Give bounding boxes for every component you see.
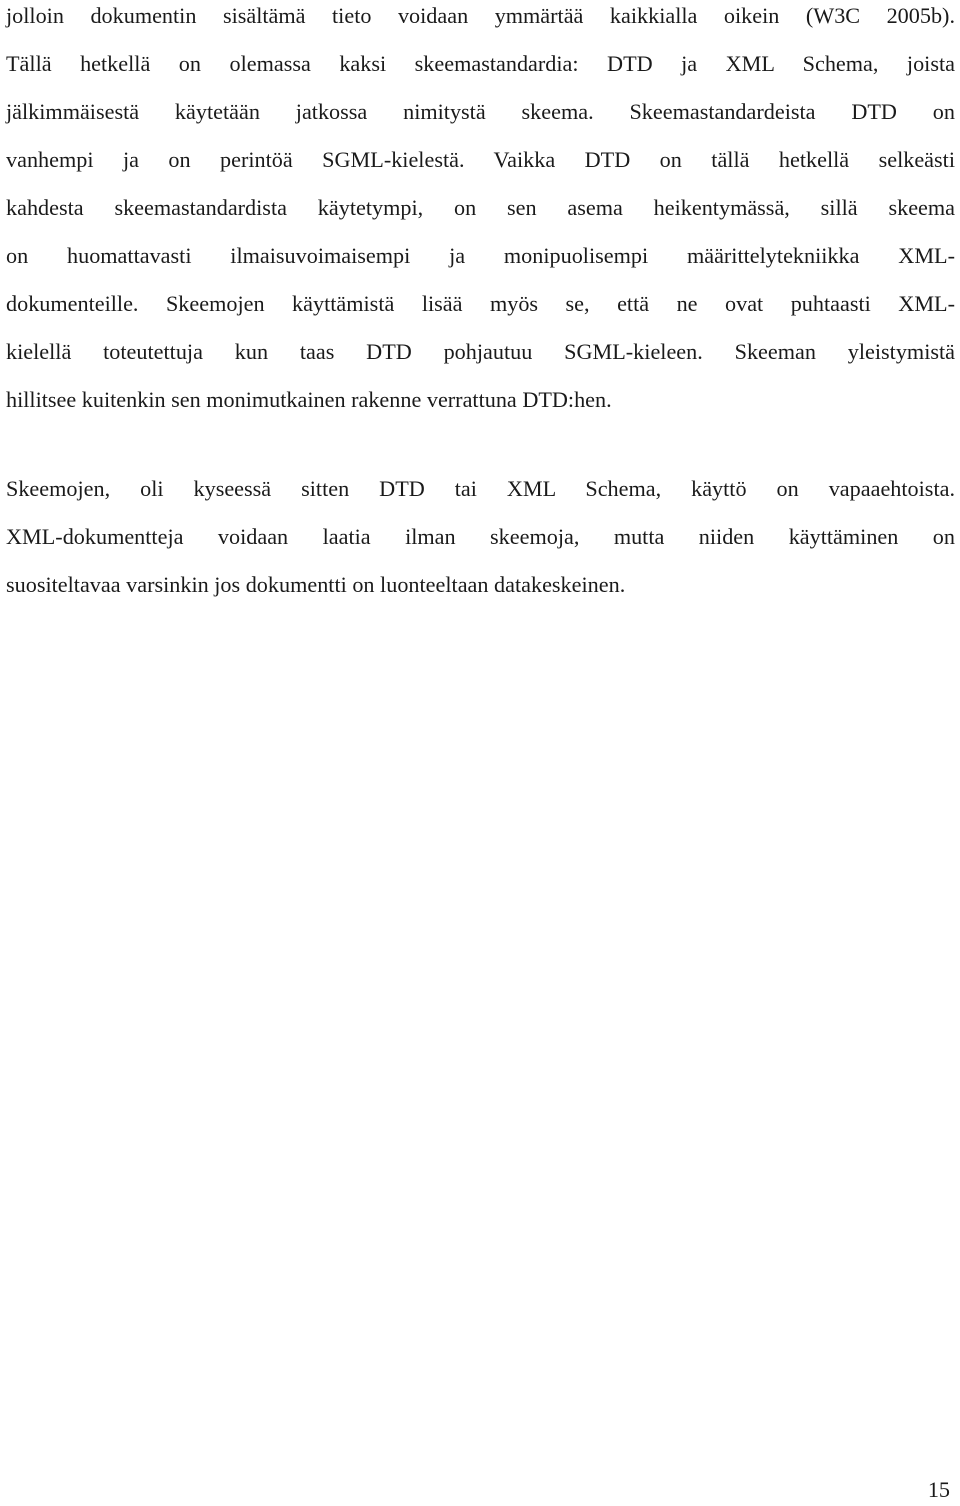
text-line: hillitsee kuitenkin sen monimutkainen rakenne verrattuna DTD:hen. bbox=[6, 387, 612, 412]
text-line: kahdesta skeemastandardista käytetympi, on sen asema heikentymässä, sillä skeema bbox=[6, 195, 955, 220]
text-line: vanhempi ja on perintöä SGML-kielestä. Vaikka DTD on tällä hetkellä selkeästi bbox=[6, 147, 955, 172]
text-line: Skeemojen, oli kyseessä sitten DTD tai XML Schema, käyttö on vapaaehtoista. bbox=[6, 476, 955, 501]
text-line: jolloin dokumentin sisältämä tieto voidaan ymmärtää kaikkialla oikein (W3C 2005b). bbox=[6, 3, 955, 28]
text-line: Tällä hetkellä on olemassa kaksi skeemastandardia: DTD ja XML Schema, joista bbox=[6, 51, 955, 76]
text-line: kielellä toteutettuja kun taas DTD pohjautuu SGML-kieleen. Skeeman yleistymistä bbox=[6, 339, 955, 364]
text-line: suositeltavaa varsinkin jos dokumentti on luonteeltaan datakeskeinen. bbox=[6, 572, 626, 597]
paragraph-1 bbox=[6, 0, 955, 424]
text-line: jälkimmäisestä käytetään jatkossa nimitystä skeema. Skeemastandardeista DTD on bbox=[6, 99, 955, 124]
text-line: on huomattavasti ilmaisuvoimaisempi ja monipuolisempi määrittelytekniikka XML- bbox=[6, 243, 955, 268]
page-number: 15 bbox=[927, 1477, 950, 1502]
text-line: XML-dokumentteja voidaan laatia ilman skeemoja, mutta niiden käyttäminen on bbox=[6, 524, 955, 549]
text-line: dokumenteille. Skeemojen käyttämistä lisää myös se, että ne ovat puhtaasti XML- bbox=[6, 291, 955, 316]
paragraph-2 bbox=[6, 465, 955, 609]
